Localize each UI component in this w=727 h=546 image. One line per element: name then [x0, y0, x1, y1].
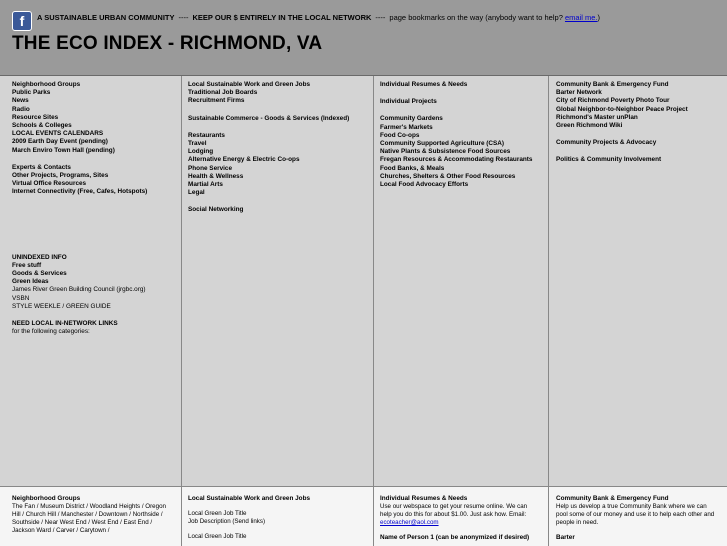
job-title: Local Green Job Title [188, 533, 247, 540]
job-description: Job Description (Send links) [188, 518, 266, 525]
index-link[interactable]: Alternative Energy & Electric Co-ops [188, 156, 300, 164]
index-link[interactable]: Radio [12, 105, 30, 113]
index-link[interactable]: Local Food Advocacy Efforts [380, 181, 469, 189]
index-link[interactable]: Richmond's Master unPlan [556, 113, 638, 121]
tagline [37, 13, 600, 22]
index-link: STYLE WEEKLE / GREEN GUIDE [12, 302, 111, 310]
index-link[interactable]: Legal [188, 189, 205, 197]
detail-text: The Fan / Museum District / Woodland Heights / Oregon Hill / Church Hill / Manchester / Downtown / Northside / Southside / Near West End / West End / East End / Jackson Ward / Carver / Carytown / [12, 503, 166, 534]
index-link[interactable]: Other Projects, Programs, Sites [12, 172, 109, 180]
detail-heading[interactable]: Local Sustainable Work and Green Jobs [188, 495, 311, 502]
barter-heading[interactable]: Barter [556, 534, 575, 541]
index-link[interactable]: Fregan Resources & Accommodating Restaurants [380, 156, 533, 164]
resume-text: Use our webspace to get your resume online. We can help you do this for about $1.00. Just ask how. Email: [380, 503, 528, 518]
index-link[interactable]: Goods & Services [12, 270, 67, 278]
page-header [0, 0, 727, 76]
tagline-bookmarks: page bookmarks on the way (anybody want to help? [389, 13, 563, 22]
index-link[interactable]: Barter Network [556, 89, 602, 97]
index-link[interactable]: NEED LOCAL IN-NETWORK LINKS [12, 320, 118, 328]
detail-neighborhoods [0, 487, 182, 546]
index-link: for the following categories: [12, 328, 90, 336]
detail-section [0, 486, 727, 546]
detail-text [380, 503, 548, 527]
index-link: VSBN [12, 294, 30, 302]
index-link[interactable]: Health & Wellness [188, 172, 244, 180]
person-name: Name of Person 1 (can be anonymized if desired) [380, 534, 530, 541]
index-link[interactable]: Schools & Colleges [12, 122, 72, 130]
index-link[interactable]: 2009 Earth Day Event (pending) [12, 138, 108, 146]
index-link[interactable]: Traditional Job Boards [188, 89, 258, 97]
index-link: James River Green Building Council (jrgbc.org) [12, 286, 146, 294]
email-link[interactable]: ecoteacher@aol.com [380, 519, 439, 526]
index-link[interactable]: Lodging [188, 148, 214, 156]
index-columns [0, 76, 727, 486]
index-link[interactable]: Community Gardens [380, 115, 443, 123]
detail-community-bank [549, 487, 727, 546]
index-link[interactable]: Community Supported Agriculture (CSA) [380, 140, 505, 148]
column-1 [0, 76, 182, 486]
index-link[interactable]: Individual Resumes & Needs [380, 81, 468, 88]
column-2 [182, 76, 374, 486]
index-link[interactable]: Global Neighbor-to-Neighbor Peace Project [556, 105, 688, 113]
tagline-end: ) [597, 13, 600, 22]
detail-resumes [374, 487, 549, 546]
index-link[interactable]: March Enviro Town Hall (pending) [12, 146, 115, 154]
index-link[interactable]: Experts & Contacts [12, 163, 71, 171]
index-link[interactable]: Virtual Office Resources [12, 180, 87, 188]
index-link[interactable]: Social Networking [188, 206, 244, 214]
index-link[interactable]: Farmer's Markets [380, 123, 433, 131]
index-link[interactable]: Internet Connectivity (Free, Cafes, Hotspots) [12, 188, 148, 196]
email-me-link[interactable]: email me. [564, 13, 598, 22]
index-link[interactable]: Sustainable Commerce - Goods & Services (Indexed) [188, 114, 350, 122]
index-link[interactable]: Public Parks [12, 89, 51, 97]
index-link[interactable]: Restaurants [188, 131, 225, 139]
index-link[interactable]: Resource Sites [12, 113, 59, 121]
index-link[interactable]: Churches, Shelters & Other Food Resources [380, 172, 516, 180]
index-link[interactable]: Travel [188, 140, 207, 148]
column-3 [374, 76, 549, 486]
index-link[interactable]: Politics & Community Involvement [556, 156, 662, 164]
index-link[interactable]: Food Co-ops [380, 131, 420, 139]
facebook-icon[interactable]: f [12, 11, 32, 31]
tagline-community: A SUSTAINABLE URBAN COMMUNITY [37, 13, 175, 22]
detail-heading[interactable]: Community Bank & Emergency Fund [556, 495, 669, 502]
detail-text: Help us develop a true Community Bank where we can pool some of our money and use it to help each other and people in need. [556, 503, 715, 526]
index-link[interactable]: Local Sustainable Work and Green Jobs [188, 81, 311, 88]
index-link[interactable]: Community Bank & Emergency Fund [556, 81, 669, 88]
index-link[interactable]: City of Richmond Poverty Photo Tour [556, 97, 670, 105]
index-link[interactable]: Phone Service [188, 164, 233, 172]
index-link[interactable]: Neighborhood Groups [12, 81, 81, 88]
index-link[interactable]: Free stuff [12, 261, 42, 269]
index-link[interactable]: Green Ideas [12, 278, 49, 286]
index-link[interactable]: LOCAL EVENTS CALENDARS [12, 130, 104, 138]
detail-green-jobs [182, 487, 374, 546]
column-4 [549, 76, 727, 486]
separator: ---- [178, 13, 189, 22]
index-link[interactable]: Green Richmond Wiki [556, 122, 623, 130]
detail-heading[interactable]: Individual Resumes & Needs [380, 495, 468, 502]
detail-heading[interactable]: Neighborhood Groups [12, 495, 81, 502]
page-title: THE ECO INDEX - RICHMOND, VA [12, 33, 323, 54]
separator: ---- [375, 13, 386, 22]
index-link[interactable]: Native Plants & Subsistence Food Sources [380, 148, 511, 156]
index-link[interactable]: Food Banks, & Meals [380, 164, 445, 172]
job-title: Local Green Job Title [188, 510, 247, 517]
index-link[interactable]: UNINDEXED INFO [12, 253, 67, 261]
index-link[interactable]: Individual Projects [380, 98, 437, 106]
tagline-local-network: KEEP OUR $ ENTIRELY IN THE LOCAL NETWORK [192, 13, 372, 22]
index-link[interactable]: News [12, 97, 29, 105]
index-link[interactable]: Martial Arts [188, 181, 223, 189]
index-link[interactable]: Community Projects & Advocacy [556, 139, 657, 147]
index-link[interactable]: Recruitment Firms [188, 97, 245, 105]
